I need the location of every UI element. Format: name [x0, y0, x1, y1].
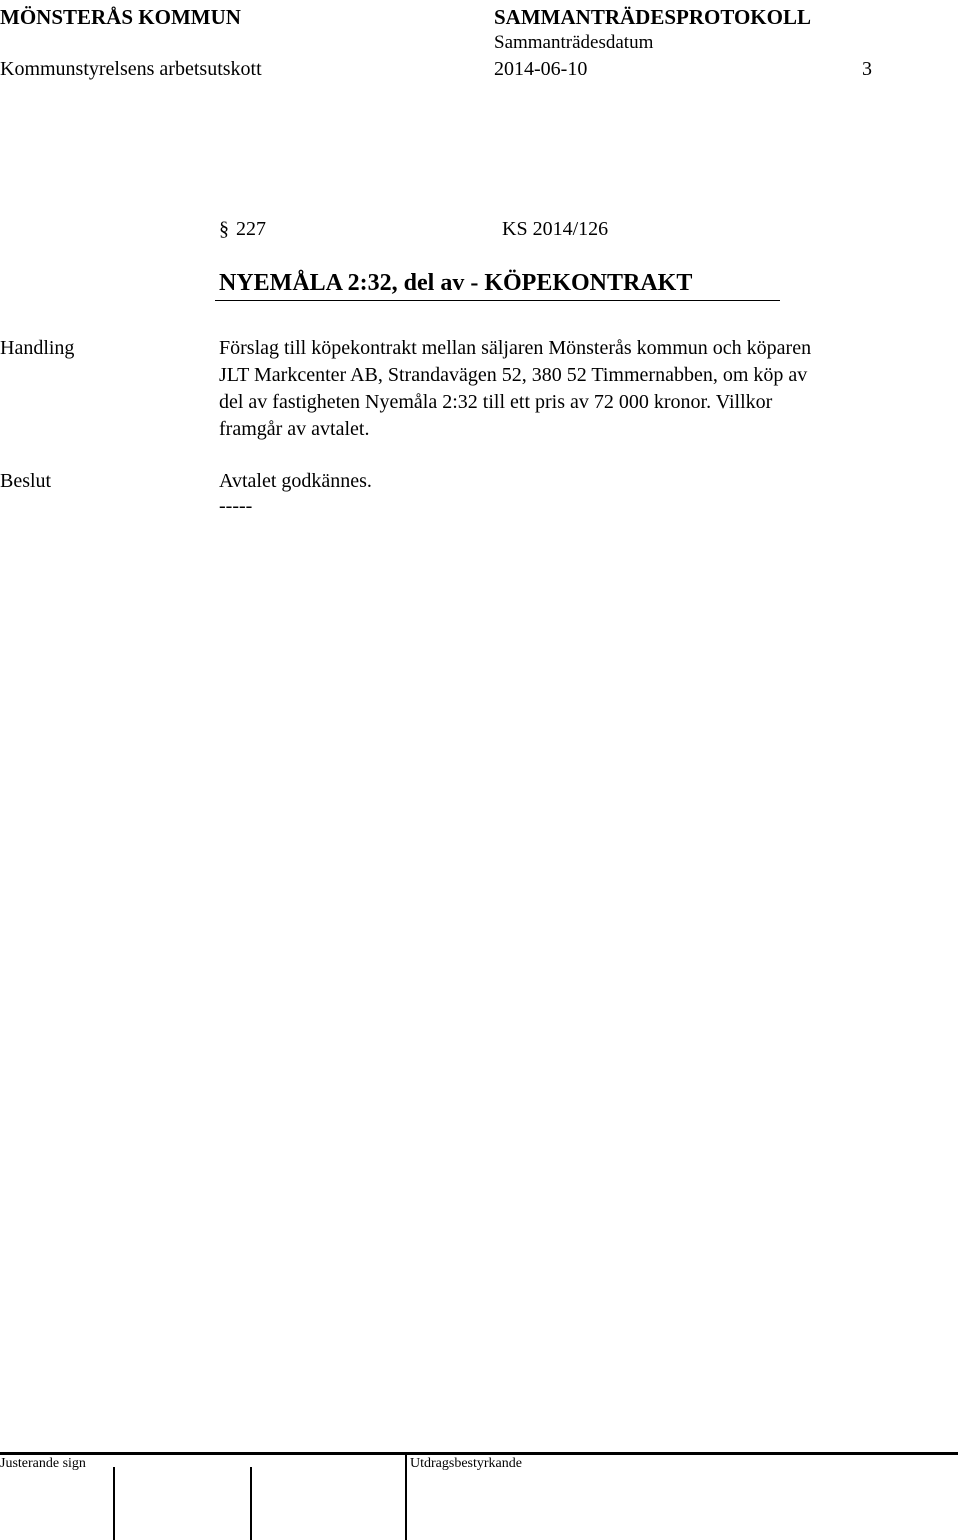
committee-name: Kommunstyrelsens arbetsutskott — [0, 58, 262, 80]
organization-name: MÖNSTERÅS KOMMUN — [0, 5, 241, 29]
document-type: SAMMANTRÄDESPROTOKOLL — [494, 5, 811, 29]
section-number: 227 — [236, 218, 266, 240]
handling-label: Handling — [0, 337, 75, 359]
signature-divider — [250, 1467, 252, 1540]
utdragsbestyrkande-label: Utdragsbestyrkande — [410, 1456, 522, 1471]
handling-line: framgår av avtalet. — [219, 418, 370, 440]
section-symbol: § — [219, 218, 229, 240]
beslut-text: Avtalet godkännes. — [219, 470, 372, 492]
meeting-date: 2014-06-10 — [494, 58, 588, 80]
handling-line: Förslag till köpekontrakt mellan säljaren Mönsterås kommun och köparen — [219, 337, 812, 359]
footer-rule — [0, 1452, 958, 1455]
beslut-separator: ----- — [219, 495, 253, 517]
beslut-label: Beslut — [0, 470, 52, 492]
justerande-sign-label: Justerande sign — [0, 1456, 86, 1471]
signature-divider — [113, 1467, 115, 1540]
signature-divider — [405, 1455, 407, 1540]
case-number: KS 2014/126 — [502, 218, 609, 240]
handling-line: JLT Markcenter AB, Strandavägen 52, 380 52 Timmernabben, om köp av — [219, 364, 808, 386]
date-label: Sammanträdesdatum — [494, 32, 654, 53]
section-title: NYEMÅLA 2:32, del av - KÖPEKONTRAKT — [219, 270, 693, 296]
page-number: 3 — [862, 58, 872, 80]
handling-line: del av fastigheten Nyemåla 2:32 till ett pris av 72 000 kronor. Villkor — [219, 391, 773, 413]
title-underline — [215, 300, 780, 301]
handling-text — [219, 335, 919, 443]
